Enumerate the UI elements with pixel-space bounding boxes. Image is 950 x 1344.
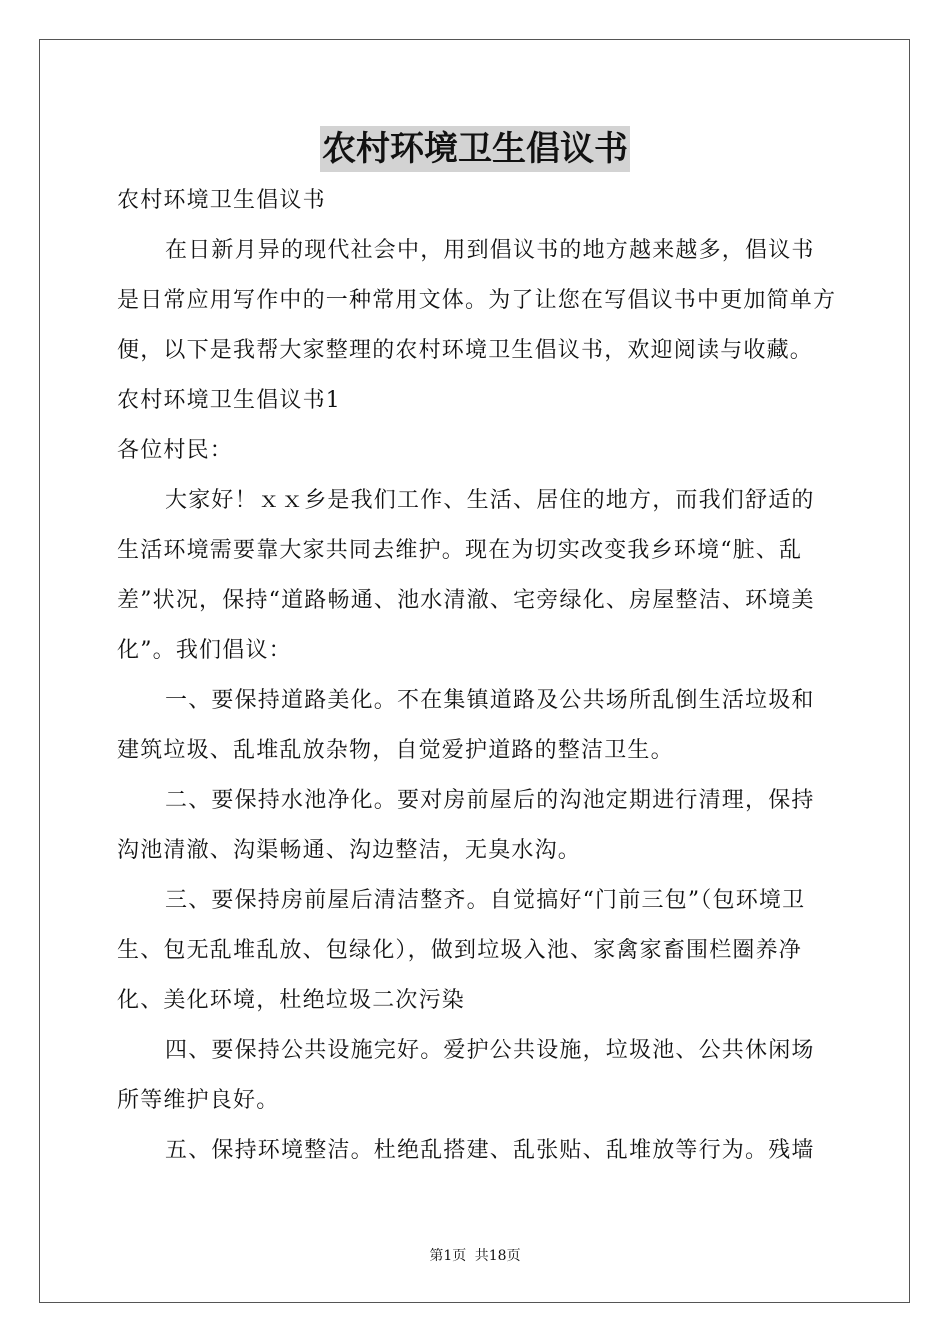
paragraph: 大家好！ｘｘ乡是我们工作、生活、居住的地方，而我们舒适的生活环境需要靠大家共同去维护。现在为切实改变我乡环境“脏、乱差”状况，保持“道路畅通、池水清澈、宅旁绿化、房屋整洁、环境美化”。我们倡议： <box>117 488 815 663</box>
paragraph: 在日新月异的现代社会中，用到倡议书的地方越来越多，倡议书是日常应用写作中的一种常用文体。为了让您在写倡议书中更加简单方便，以下是我帮大家整理的农村环境卫生倡议书，欢迎阅读与收藏。 <box>117 238 837 363</box>
page-footer <box>0 1246 950 1266</box>
paragraph: 二、要保持水池净化。要对房前屋后的沟池定期进行清理，保持沟池清澈、沟渠畅通、沟边整洁，无臭水沟。 <box>117 788 815 863</box>
paragraph: 一、要保持道路美化。不在集镇道路及公共场所乱倒生活垃圾和建筑垃圾、乱堆乱放杂物，自觉爱护道路的整洁卫生。 <box>117 688 815 763</box>
paragraph: 农村环境卫生倡议书1 <box>117 388 341 413</box>
document-title: 农村环境卫生倡议书 <box>320 126 630 172</box>
paragraph: 三、要保持房前屋后清洁整齐。自觉搞好“门前三包”（包环境卫生、包无乱堆乱放、包绿化），做到垃圾入池、家禽家畜围栏圈养净化、美化环境，杜绝垃圾二次污染 <box>117 888 806 1013</box>
title-wrap <box>0 126 950 172</box>
page-number: 第1页 <box>429 1248 467 1264</box>
paragraph: 各位村民： <box>117 438 234 463</box>
paragraph: 四、要保持公共设施完好。爱护公共设施，垃圾池、公共休闲场所等维护良好。 <box>117 1038 815 1113</box>
page-total: 共18页 <box>474 1248 521 1264</box>
document-body <box>117 176 837 1176</box>
paragraph: 五、保持环境整洁。杜绝乱搭建、乱张贴、乱堆放等行为。残墙 <box>165 1138 815 1163</box>
paragraph: 农村环境卫生倡议书 <box>117 188 326 213</box>
